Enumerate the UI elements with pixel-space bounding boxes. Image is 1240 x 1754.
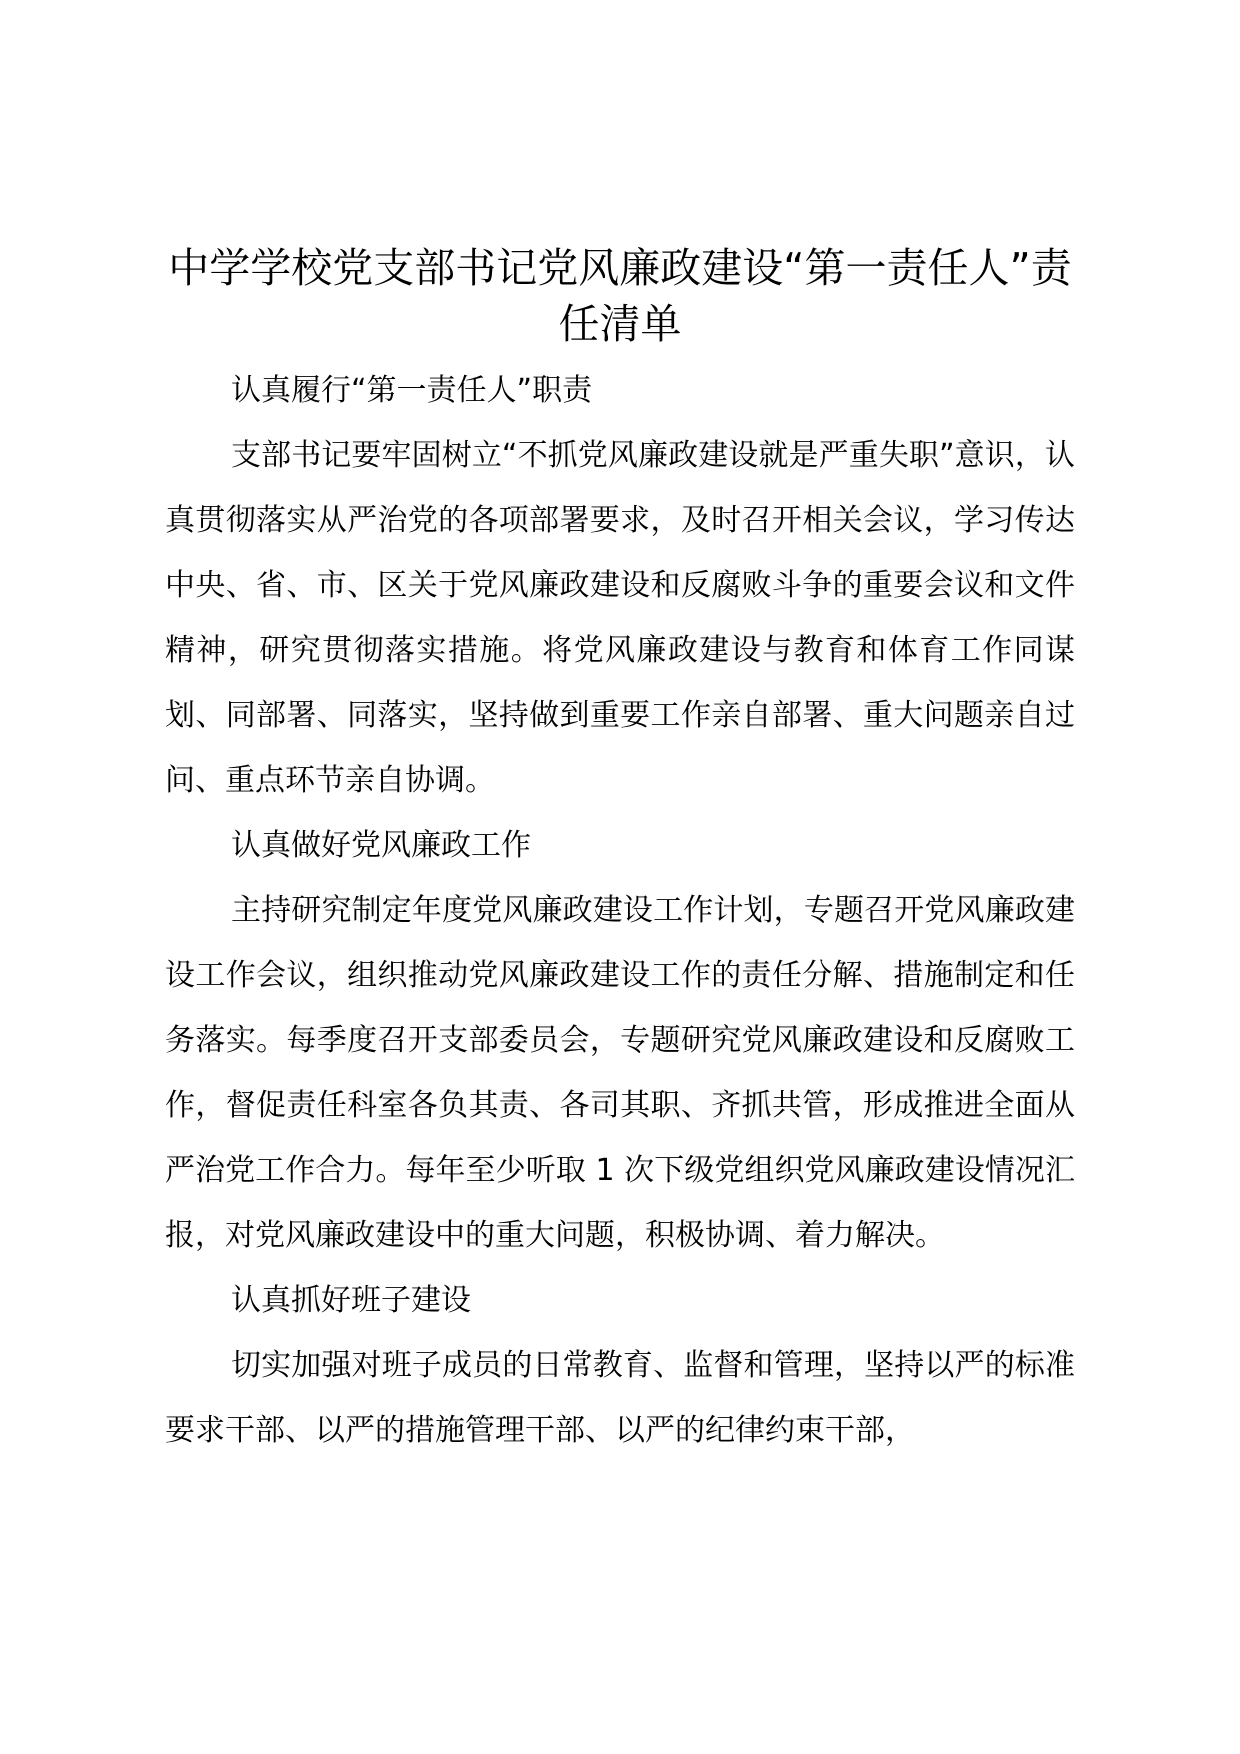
document-title: 中学学校党支部书记党风廉政建设“第一责任人”责任清单 <box>168 244 1072 348</box>
section-1 <box>165 358 1075 813</box>
section-body: 切实加强对班子成员的日常教育、监督和管理，坚持以严的标准要求干部、以严的措施管理干部、以严的纪律约束干部， <box>165 1348 1075 1448</box>
section-body: 主持研究制定年度党风廉政建设工作计划，专题召开党风廉政建设工作会议，组织推动党风廉政建设工作的责任分解、措施制定和任务落实。每季度召开支部委员会，专题研究党风廉政建设和反腐败工作，督促责任科室各负其责、各司其职、齐抓共管，形成推进全面从严治党工作合力。每年至少听取 1 次下级党组织党风廉政建设情况汇报，对党风廉政建设中的重大问题，积极协调、着力解决。 <box>165 893 1075 1253</box>
section-heading: 认真抓好班子建设 <box>231 1283 471 1318</box>
document-content <box>165 240 1075 1463</box>
section-3 <box>165 1268 1075 1463</box>
section-body: 支部书记要牢固树立“不抓党风廉政建设就是严重失职”意识，认真贯彻落实从严治党的各项部署要求，及时召开相关会议，学习传达中央、省、市、区关于党风廉政建设和反腐败斗争的重要会议和文件精神，研究贯彻落实措施。将党风廉政建设与教育和体育工作同谋划、同部署、同落实，坚持做到重要工作亲自部署、重大问题亲自过问、重点环节亲自协调。 <box>165 438 1075 798</box>
section-heading: 认真做好党风廉政工作 <box>231 828 531 863</box>
section-2 <box>165 813 1075 1268</box>
section-heading: 认真履行“第一责任人”职责 <box>231 373 593 408</box>
